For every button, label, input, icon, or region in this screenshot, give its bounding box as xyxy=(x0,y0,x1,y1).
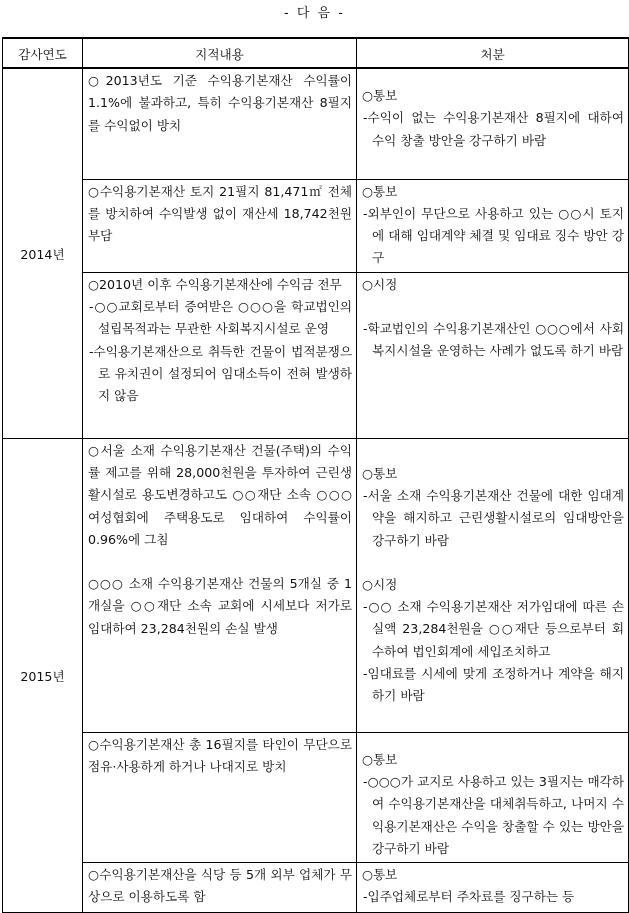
year-cell-2015: 2015년 xyxy=(3,438,83,912)
finding-text: ○수익용기본재산 총 16필지를 타인이 무단으로 점유·사용하게 하거나 나대지로 방치 xyxy=(88,736,352,774)
finding-cell xyxy=(83,438,357,732)
action-type: ○시정 xyxy=(362,576,398,592)
action-text: -입주업체로부터 주차료를 징구하는 등 xyxy=(363,889,575,905)
finding-subitem: -○○교회로부터 증여받은 ○○○을 학교법인의 설립목적과는 무관한 사회복지시설로 운영 xyxy=(89,298,352,337)
action-cell xyxy=(357,863,629,913)
action-text: -○○ 소재 수익용기본재산 저가임대에 따른 손실액 23,284천원을 ○○재단 등으로부터 회수하여 법인회계에 세입조치하고 xyxy=(363,599,624,659)
column-header-finding: 지적내용 xyxy=(83,38,357,68)
action-type: ○통보 xyxy=(362,183,398,199)
year-cell-2014: 2014년 xyxy=(3,68,83,438)
finding-cell xyxy=(83,68,357,179)
audit-findings-table xyxy=(2,37,629,913)
table-header-row xyxy=(3,38,629,68)
finding-text: ○2010년 이후 수익용기본재산에 수익금 전무 xyxy=(88,276,342,292)
action-text: -수익이 없는 수익용기본재산 8필지에 대하여 수익 창출 방안을 강구하기 바람 xyxy=(363,110,624,148)
action-type: ○통보 xyxy=(362,867,398,883)
finding-text: ○수익용기본재산을 식당 등 5개 외부 업체가 무상으로 이용하도록 함 xyxy=(88,867,352,905)
finding-text: ○2013년도 기준 수익용기본재산 수익률이 1.1%에 불과하고, 특히 수익용기본재산 8필지를 수익없이 방치 xyxy=(88,73,352,133)
table-row xyxy=(3,732,629,862)
finding-cell xyxy=(83,179,357,272)
action-type: ○통보 xyxy=(362,88,398,103)
action-cell xyxy=(357,732,629,862)
action-cell xyxy=(357,68,629,179)
action-type: ○시정 xyxy=(362,276,398,292)
action-text: -○○○가 교지로 사용하고 있는 3필지는 매각하여 수익용기본재산을 대체취득하고, 나머지 수익용기본재산은 수익을 창출할 수 있는 방안을 강구하기 바람 xyxy=(363,773,624,856)
table-row xyxy=(3,179,629,272)
finding-cell xyxy=(83,863,357,913)
table-row xyxy=(3,272,629,438)
finding-text: ○서울 소재 수익용기본재산 건물(주택)의 수익률 제고를 위해 28,000천원을 투자하여 근린생활시설로 용도변경하고도 ○○재단 소속 ○○○여성협회에 주택용도로 임대하여 수익률이 0.96%에 그침 xyxy=(88,442,352,547)
finding-text: ○수익용기본재산 토지 21필지 81,471㎡ 전체를 방치하여 수익발생 없이 재산세 18,742천원 부담 xyxy=(88,183,352,244)
action-text: -임대료를 시세에 맞게 조정하거나 계약을 해지하기 바람 xyxy=(363,666,624,704)
action-text: -학교법인의 수익용기본재산인 ○○○에서 사회복지시설을 운영하는 사례가 없도록 하기 바람 xyxy=(363,320,624,359)
page-heading: - 다 음 - xyxy=(284,6,345,21)
table-row xyxy=(3,863,629,913)
action-text: -서울 소재 수익용기본재산 건물에 대한 임대계약을 해지하고 근린생활시설로의 임대방안을 강구하기 바람 xyxy=(363,487,624,548)
action-type: ○통보 xyxy=(362,751,398,767)
column-header-action: 처분 xyxy=(357,38,629,68)
action-cell xyxy=(357,179,629,272)
finding-cell xyxy=(83,272,357,438)
action-cell xyxy=(357,272,629,438)
column-header-year: 감사연도 xyxy=(3,38,83,68)
table-row xyxy=(3,68,629,179)
finding-text: ○○○ 소재 수익용기본재산 건물의 5개실 중 1개실을 ○○재단 소속 교회에 시세보다 저가로 임대하여 23,284천원의 손실 발생 xyxy=(88,576,352,636)
finding-subitem: -수익용기본재산으로 취득한 건물이 법적분쟁으로 유치권이 설정되어 임대소득이 전혀 발생하지 않음 xyxy=(89,343,352,404)
finding-cell xyxy=(83,732,357,862)
action-text: -외부인이 무단으로 사용하고 있는 ○○시 토지에 대해 임대계약 체결 및 임대료 징수 방안 강구 xyxy=(363,205,624,266)
table-row xyxy=(3,438,629,732)
action-type: ○통보 xyxy=(362,465,398,481)
action-cell xyxy=(357,438,629,732)
